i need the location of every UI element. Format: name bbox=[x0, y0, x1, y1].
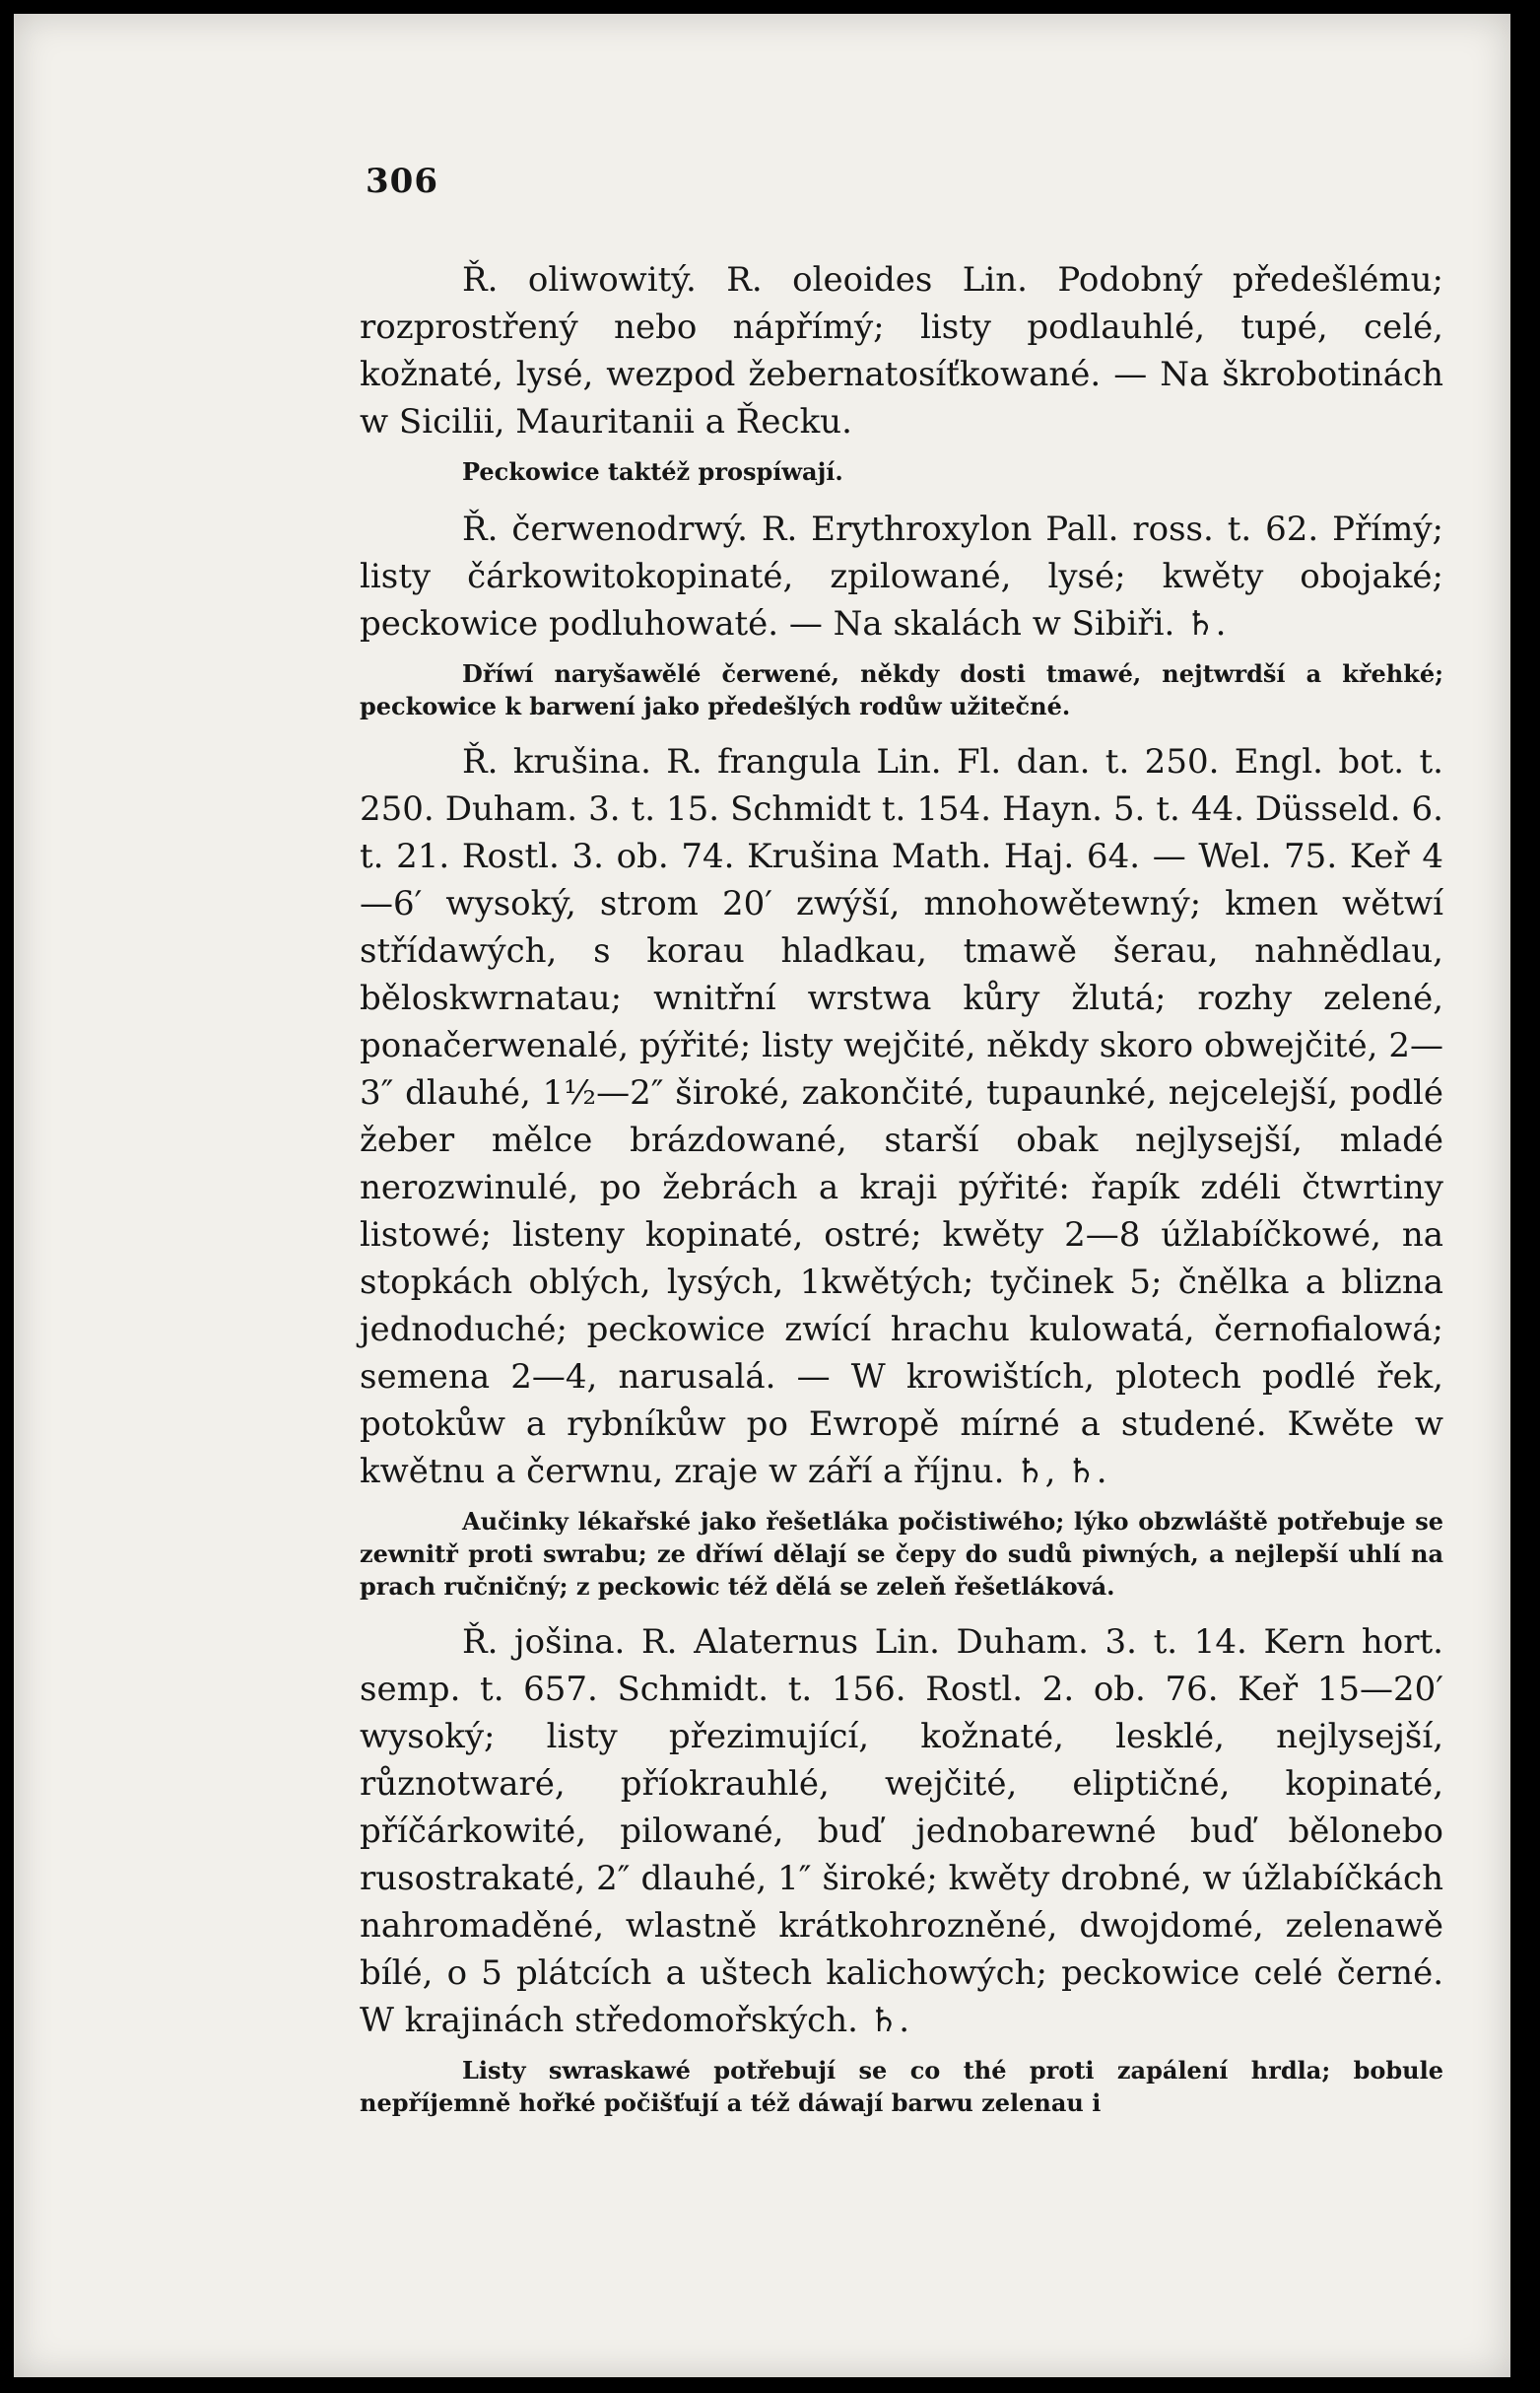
note-krusina: Aučinky lékařské jako řešetláka počistiwého; lýko obzwláště potřebuje se zewnitř proti swrabu; ze dříwí dělají se čepy do sudů piwných, a nejlepší uhlí na prach ručničný; z peckowic též dělá se zeleň řešetláková. bbox=[360, 1507, 1443, 1601]
entry-cerwenodrwy: Ř. čerwenodrwý. R. Erythroxylon Pall. ross. t. 62. Přímý; listy čárkowitokopinaté, zpilowané, lysé; kwěty obojaké; peckowice podluhowaté. — Na skalách w Sibiři. ♄. bbox=[360, 510, 1443, 644]
note-oliwowity: Peckowice taktéž prospíwají. bbox=[462, 457, 843, 486]
note-cerwenodrwy: Dříwí naryšawělé čerwené, někdy dosti tmawé, nejtwrdší a křehké; peckowice k barwení jako předešlých rodůw užitečné. bbox=[360, 659, 1443, 720]
page-number: 306 bbox=[366, 162, 438, 201]
entry-josina: Ř. jošina. R. Alaternus Lin. Duham. 3. t. 14. Kern hort. semp. t. 657. Schmidt. t. 156. Rostl. 2. ob. 76. Keř 15—20′ wysoký; listy přezimující, kožnaté, lesklé, nejlysejší, různotwaré, příokrauhlé, wejčité, eliptičné, kopinaté, příčárkowité, pilowané, buď jednobarewné buď bělonebo rusostrakaté, 2″ dlauhé, 1″ široké; kwěty drobné, w úžlabíčkách nahromaděné, wlastně krátkohrozněné, dwojdomé, zelenawě bílé, o 5 plátcích a uštech kalichowých; peckowice celé černé. W krajinách středomořských. ♄. bbox=[360, 1622, 1443, 2040]
entry-krusina: Ř. krušina. R. frangula Lin. Fl. dan. t. 250. Engl. bot. t. 250. Duham. 3. t. 15. Schmidt t. 154. Hayn. 5. t. 44. Düsseld. 6. t. 21. Rostl. 3. ob. 74. Krušina Math. Haj. 64. — Wel. 75. Keř 4—6′ wysoký, strom 20′ zwýší, mnohowětewný; kmen wětwí střídawých, s korau hladkau, tmawě šerau, nahnědlau, běloskwrnatau; wnitřní wrstwa kůry žlutá; rozhy zelené, ponačerwenalé, pýřité; listy wejčité, někdy skoro obwejčité, 2—3″ dlauhé, 1½—2″ široké, zakončité, tupaunké, nejcelejší, podlé žeber mělce brázdowané, starší obak nejlysejší, mladé nerozwinulé, po žebrách a kraji pýřité: řapík zdéli čtwrtiny listowé; listeny kopinaté, ostré; kwěty 2—8 úžlabíčkowé, na stopkách oblých, lysých, 1kwětých; tyčinek 5; čnělka a blizna jednoduché; peckowice zwící hrachu kulowatá, černofialowá; semena 2—4, narusalá. — W krowištích, plotech podlé řek, potokůw a rybníkůw po Ewropě mírné a studené. Kwěte w kwětnu a čerwnu, zraje w září a říjnu. ♄, ♄. bbox=[360, 742, 1443, 1491]
entry-oliwowity: Ř. oliwowitý. R. oleoides Lin. Podobný předešlému; rozprostřený nebo nápřímý; listy podlauhlé, tupé, celé, kožnaté, lysé, wezpod žebernatosíťkowané. — Na škrobotinách w Sicilii, Mauritanii a Řecku. bbox=[360, 260, 1443, 442]
text-column bbox=[360, 162, 1443, 2135]
note-josina: Listy swraskawé potřebují se co thé proti zapálení hrdla; bobule nepříjemně hořké počišťují a též dáwají barwu zelenau i bbox=[360, 2056, 1443, 2117]
book-page bbox=[14, 14, 1510, 2377]
